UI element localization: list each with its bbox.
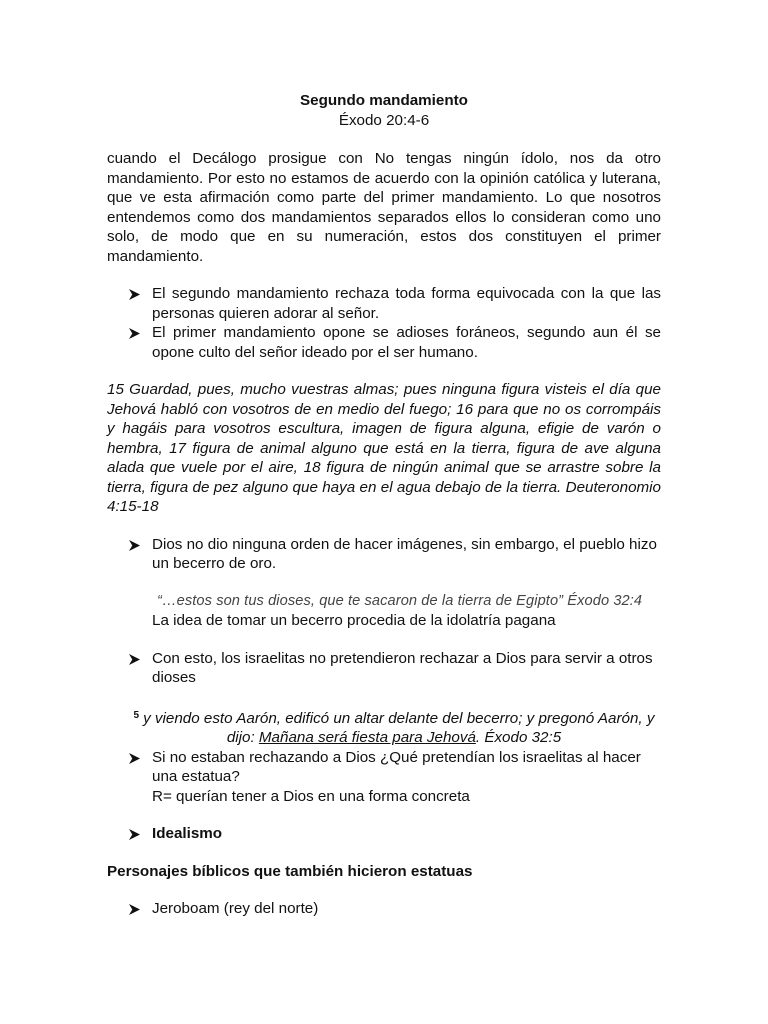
list-item-text: El primer mandamiento opone se adioses foráneos, segundo aun él se opone culto del señor ideado por el ser humano. [152,324,661,361]
deuteronomy-quote: 15 Guardad, pues, mucho vuestras almas; pues ninguna figura visteis el día que Jehová habló con vosotros de en medio del fuego; 16 para que no os corrompáis y hagáis para vosotros escultura, imagen de figura alguna, efigie de varón o hembra, 17 figura de animal alguno que está en la tierra, figura de ave alguna alada que vuele por el aire, 18 figura de ningún animal que se arrastre sobre la tierra, figura de pez alguno que haya en el agua debajo de la tierra. Deuteronomio 4:15-18 [107,381,661,515]
list-item-text: Idealismo [152,825,223,842]
document-page [107,91,661,919]
section-heading: Personajes bíblicos que también hicieron estatuas [107,862,473,880]
arrow-bullet-icon [129,654,140,665]
list-item [107,649,661,688]
arrow-bullet-icon [129,540,140,551]
aaron-underlined: Mañana será fiesta para Jehová [258,729,476,746]
list-item-text: Dios no dio ninguna orden de hacer imágenes, sin embargo, el pueblo hizo un becerro de oro. [152,535,657,572]
arrow-bullet-icon [129,829,140,840]
list-item [107,899,661,919]
list-item-text: Si no estaban rechazando a Dios ¿Qué pretendían los israelitas al hacer una estatua? [152,748,641,785]
bullet-list-6 [107,899,661,919]
arrow-bullet-icon [129,904,140,915]
answer-line: R= querían tener a Dios en una forma concreta [152,787,470,805]
intro-paragraph: cuando el Decálogo prosigue con No tengas ningún ídolo, nos da otro mandamiento. Por esto no estamos de acuerdo con la opinión católica y luterana, que ve esta afirmación como parte del primer mandamiento. Lo que nosotros entendemos como dos mandamientos separados ellos lo consideran como uno solo, de modo que en su numeración, estos dos constituyen el primer mandamiento. [107,150,661,265]
document-title: Segundo mandamiento [300,92,468,109]
list-item [107,323,661,362]
list-item [107,748,661,787]
arrow-bullet-icon [129,328,140,339]
exodo-quote: “…estos son tus dioses, que te sacaron de la tierra de Egipto” Éxodo 32:4 [157,592,643,609]
list-item [107,535,661,574]
aaron-text-2: . Éxodo 32:5 [475,729,562,746]
aaron-quote [107,706,661,748]
bullet-list-5 [107,824,661,844]
arrow-bullet-icon [129,753,140,764]
bullet-list-3 [107,649,661,688]
verse-number: 5 [133,709,140,721]
aaron-text-1: y viendo esto Aarón, edificó un altar delante del becerro; y pregonó Aarón, y dijo: [143,709,655,746]
list-item [107,824,661,844]
idea-line: La idea de tomar un becerro procedia de la idolatría pagana [152,612,556,629]
list-item-text: Con esto, los israelitas no pretendieron rechazar a Dios para servir a otros dioses [152,649,653,686]
bullet-list-2 [107,535,661,574]
arrow-bullet-icon [129,289,140,300]
document-subtitle: Éxodo 20:4-6 [338,111,430,129]
bullet-list-1 [107,284,661,362]
bullet-list-4 [107,748,661,787]
list-item-text: El segundo mandamiento rechaza toda forma equivocada con la que las personas quieren adorar al señor. [152,285,661,322]
list-item [107,284,661,323]
list-item-text: Jeroboam (rey del norte) [152,900,319,917]
